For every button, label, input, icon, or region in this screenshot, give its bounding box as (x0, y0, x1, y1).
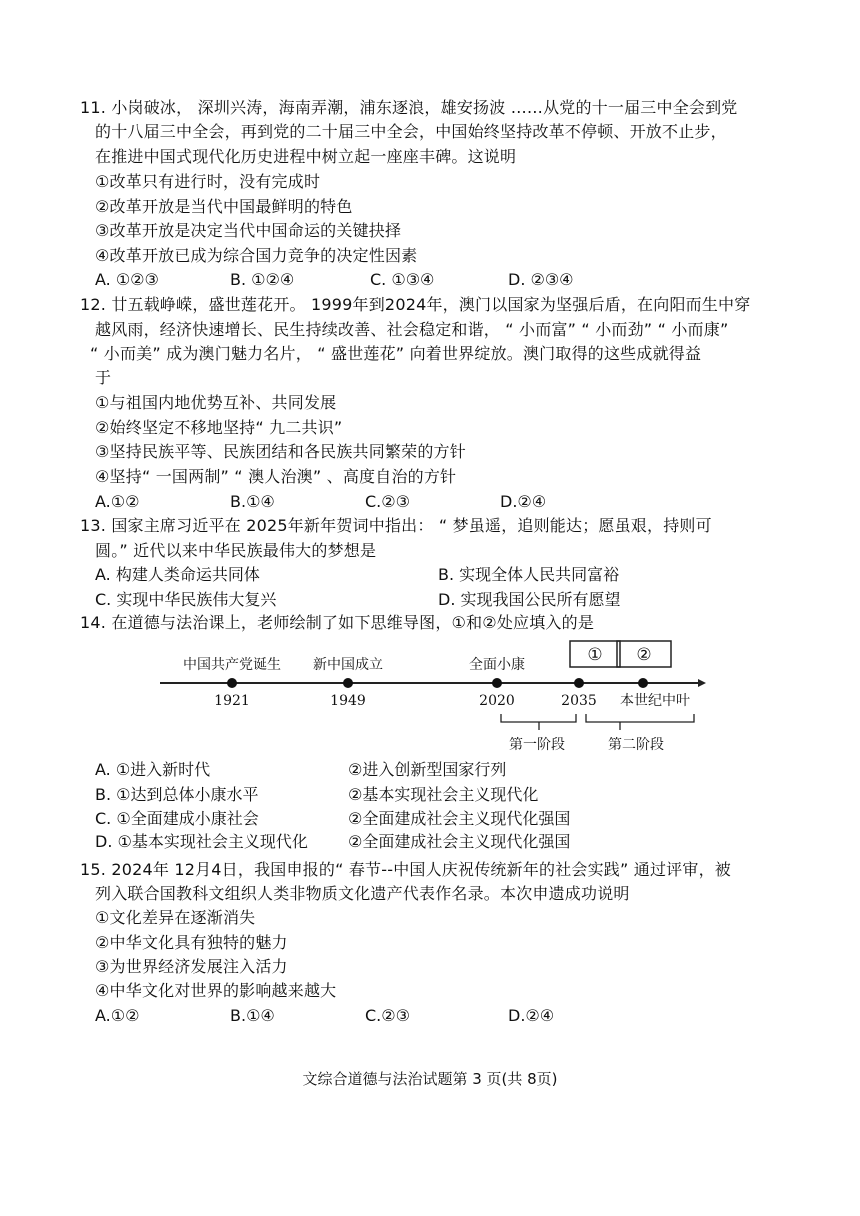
option-d: D.②④ (508, 1006, 555, 1025)
option-d-part-2: ②全面建成社会主义现代化强国 (348, 832, 571, 851)
option-b: B. 实现全体人民共同富裕 (438, 565, 620, 584)
event-year: 2020 (479, 693, 515, 709)
event-year: 1921 (214, 693, 250, 709)
question-11-stem-line: 的十八届三中全会，再到党的二十届三中全会，中国始终坚持改革不停顿、开放不止步， (95, 122, 727, 141)
option-c-part-2: ②全面建成社会主义现代化强国 (348, 809, 571, 828)
stage-1-bracket (501, 714, 576, 722)
event-label: 全面小康 (469, 657, 525, 673)
option-d: D.②④ (500, 492, 547, 511)
question-12-stem-line: 于 (95, 368, 112, 387)
timeline-dot (227, 678, 237, 688)
question-11-stem-line: 在推进中国式现代化历史进程中树立起一座座丰碑。这说明 (95, 147, 517, 166)
blank-box-1-label: ① (587, 645, 603, 665)
option-a: A.①② (95, 1006, 140, 1025)
blank-box-2-label: ② (636, 645, 652, 665)
option-b: B. ①②④ (230, 270, 295, 289)
question-15-stem-line: 列入联合国教科文组织人类非物质文化遗产代表作名录。本次申遗成功说明 (95, 884, 630, 903)
question-11-stem-line: 11. 小岗破冰， 深圳兴涛，海南弄潮，浦东逐浪，雄安扬波 ……从党的十一届三中全会到党 (80, 98, 738, 117)
option-b: B.①④ (230, 1006, 275, 1025)
option-a: A. ①②③ (95, 270, 159, 289)
question-11-item: ②改革开放是当代中国最鲜明的特色 (95, 197, 353, 216)
question-15-item: ④中华文化对世界的影响越来越大 (95, 981, 337, 1000)
option-a-part-1: A. ①进入新时代 (95, 760, 211, 779)
option-a: A.①② (95, 492, 140, 511)
option-d: D. 实现我国公民所有愿望 (438, 590, 621, 609)
event-year: 1949 (330, 693, 366, 709)
question-12-stem-line: 越风雨，经济快速增长、民生持续改善、社会稳定和谐， “ 小而富” “ 小而劲” “ 小而康” (95, 320, 729, 339)
page-footer: 文综合道德与法治试题第 3 页(共 8页) (302, 1070, 558, 1088)
option-b-part-1: B. ①达到总体小康水平 (95, 785, 259, 804)
question-12-item: ④坚持“ 一国两制” “ 澳人治澳” 、高度自治的方针 (95, 467, 457, 486)
stage-2-label: 第二阶段 (608, 737, 664, 753)
option-c: C. ①③④ (370, 270, 435, 289)
event-year: 本世纪中叶 (620, 693, 690, 709)
question-12-item: ②始终坚定不移地坚持“ 九二共识” (95, 418, 343, 437)
event-label: 中国共产党诞生 (183, 657, 281, 673)
question-12-stem-line: “ 小而美” 成为澳门魅力名片， “ 盛世莲花” 向着世界绽放。澳门取得的这些成就得益 (90, 344, 702, 363)
timeline-dot (343, 678, 353, 688)
option-d-part-1: D. ①基本实现社会主义现代化 (95, 832, 308, 851)
question-11-item: ①改革只有进行时，没有完成时 (95, 172, 321, 191)
option-c: C. 实现中华民族伟大复兴 (95, 590, 277, 609)
question-12-item: ③坚持民族平等、民族团结和各民族共同繁荣的方针 (95, 442, 466, 461)
timeline-arrow-icon (698, 679, 706, 687)
question-15-item: ③为世界经济发展注入活力 (95, 957, 288, 976)
question-13-stem-line: 13. 国家主席习近平在 2025年新年贺词中指出： “ 梦虽遥，追则能达；愿虽艰，持则可 (80, 516, 712, 535)
option-c: C.②③ (365, 492, 410, 511)
question-11-item: ③改革开放是决定当代中国命运的关键抉择 (95, 221, 402, 240)
question-15-item: ②中华文化具有独特的魅力 (95, 933, 288, 952)
question-11-item: ④改革开放已成为综合国力竞争的决定性因素 (95, 246, 418, 265)
stage-2-bracket (586, 714, 694, 722)
option-b-part-2: ②基本实现社会主义现代化 (348, 785, 539, 804)
stage-1-label: 第一阶段 (509, 737, 565, 753)
question-15-item: ①文化差异在逐渐消失 (95, 908, 256, 927)
timeline-dot (574, 678, 584, 688)
option-b: B.①④ (230, 492, 275, 511)
question-12-item: ①与祖国内地优势互补、共同发展 (95, 393, 337, 412)
option-a-part-2: ②进入创新型国家行列 (348, 760, 507, 779)
question-14-stem-line: 14. 在道德与法治课上，老师绘制了如下思维导图，①和②处应填入的是 (80, 613, 595, 632)
timeline-dot (638, 678, 648, 688)
timeline-diagram (150, 636, 710, 756)
timeline-dot (492, 678, 502, 688)
option-c-part-1: C. ①全面建成小康社会 (95, 809, 259, 828)
question-15-stem-line: 15. 2024年 12月4日，我国申报的“ 春节--中国人庆祝传统新年的社会实践” 通过评审，被 (80, 860, 731, 879)
event-year: 2035 (561, 693, 597, 709)
event-label: 新中国成立 (313, 657, 383, 673)
question-13-stem-line: 圆。” 近代以来中华民族最伟大的梦想是 (95, 541, 377, 560)
option-a: A. 构建人类命运共同体 (95, 565, 260, 584)
option-c: C.②③ (365, 1006, 410, 1025)
question-12-stem-line: 12. 廿五载峥嵘，盛世莲花开。 1999年到2024年，澳门以国家为坚强后盾，在向阳而生中穿 (80, 295, 751, 314)
option-d: D. ②③④ (508, 270, 574, 289)
